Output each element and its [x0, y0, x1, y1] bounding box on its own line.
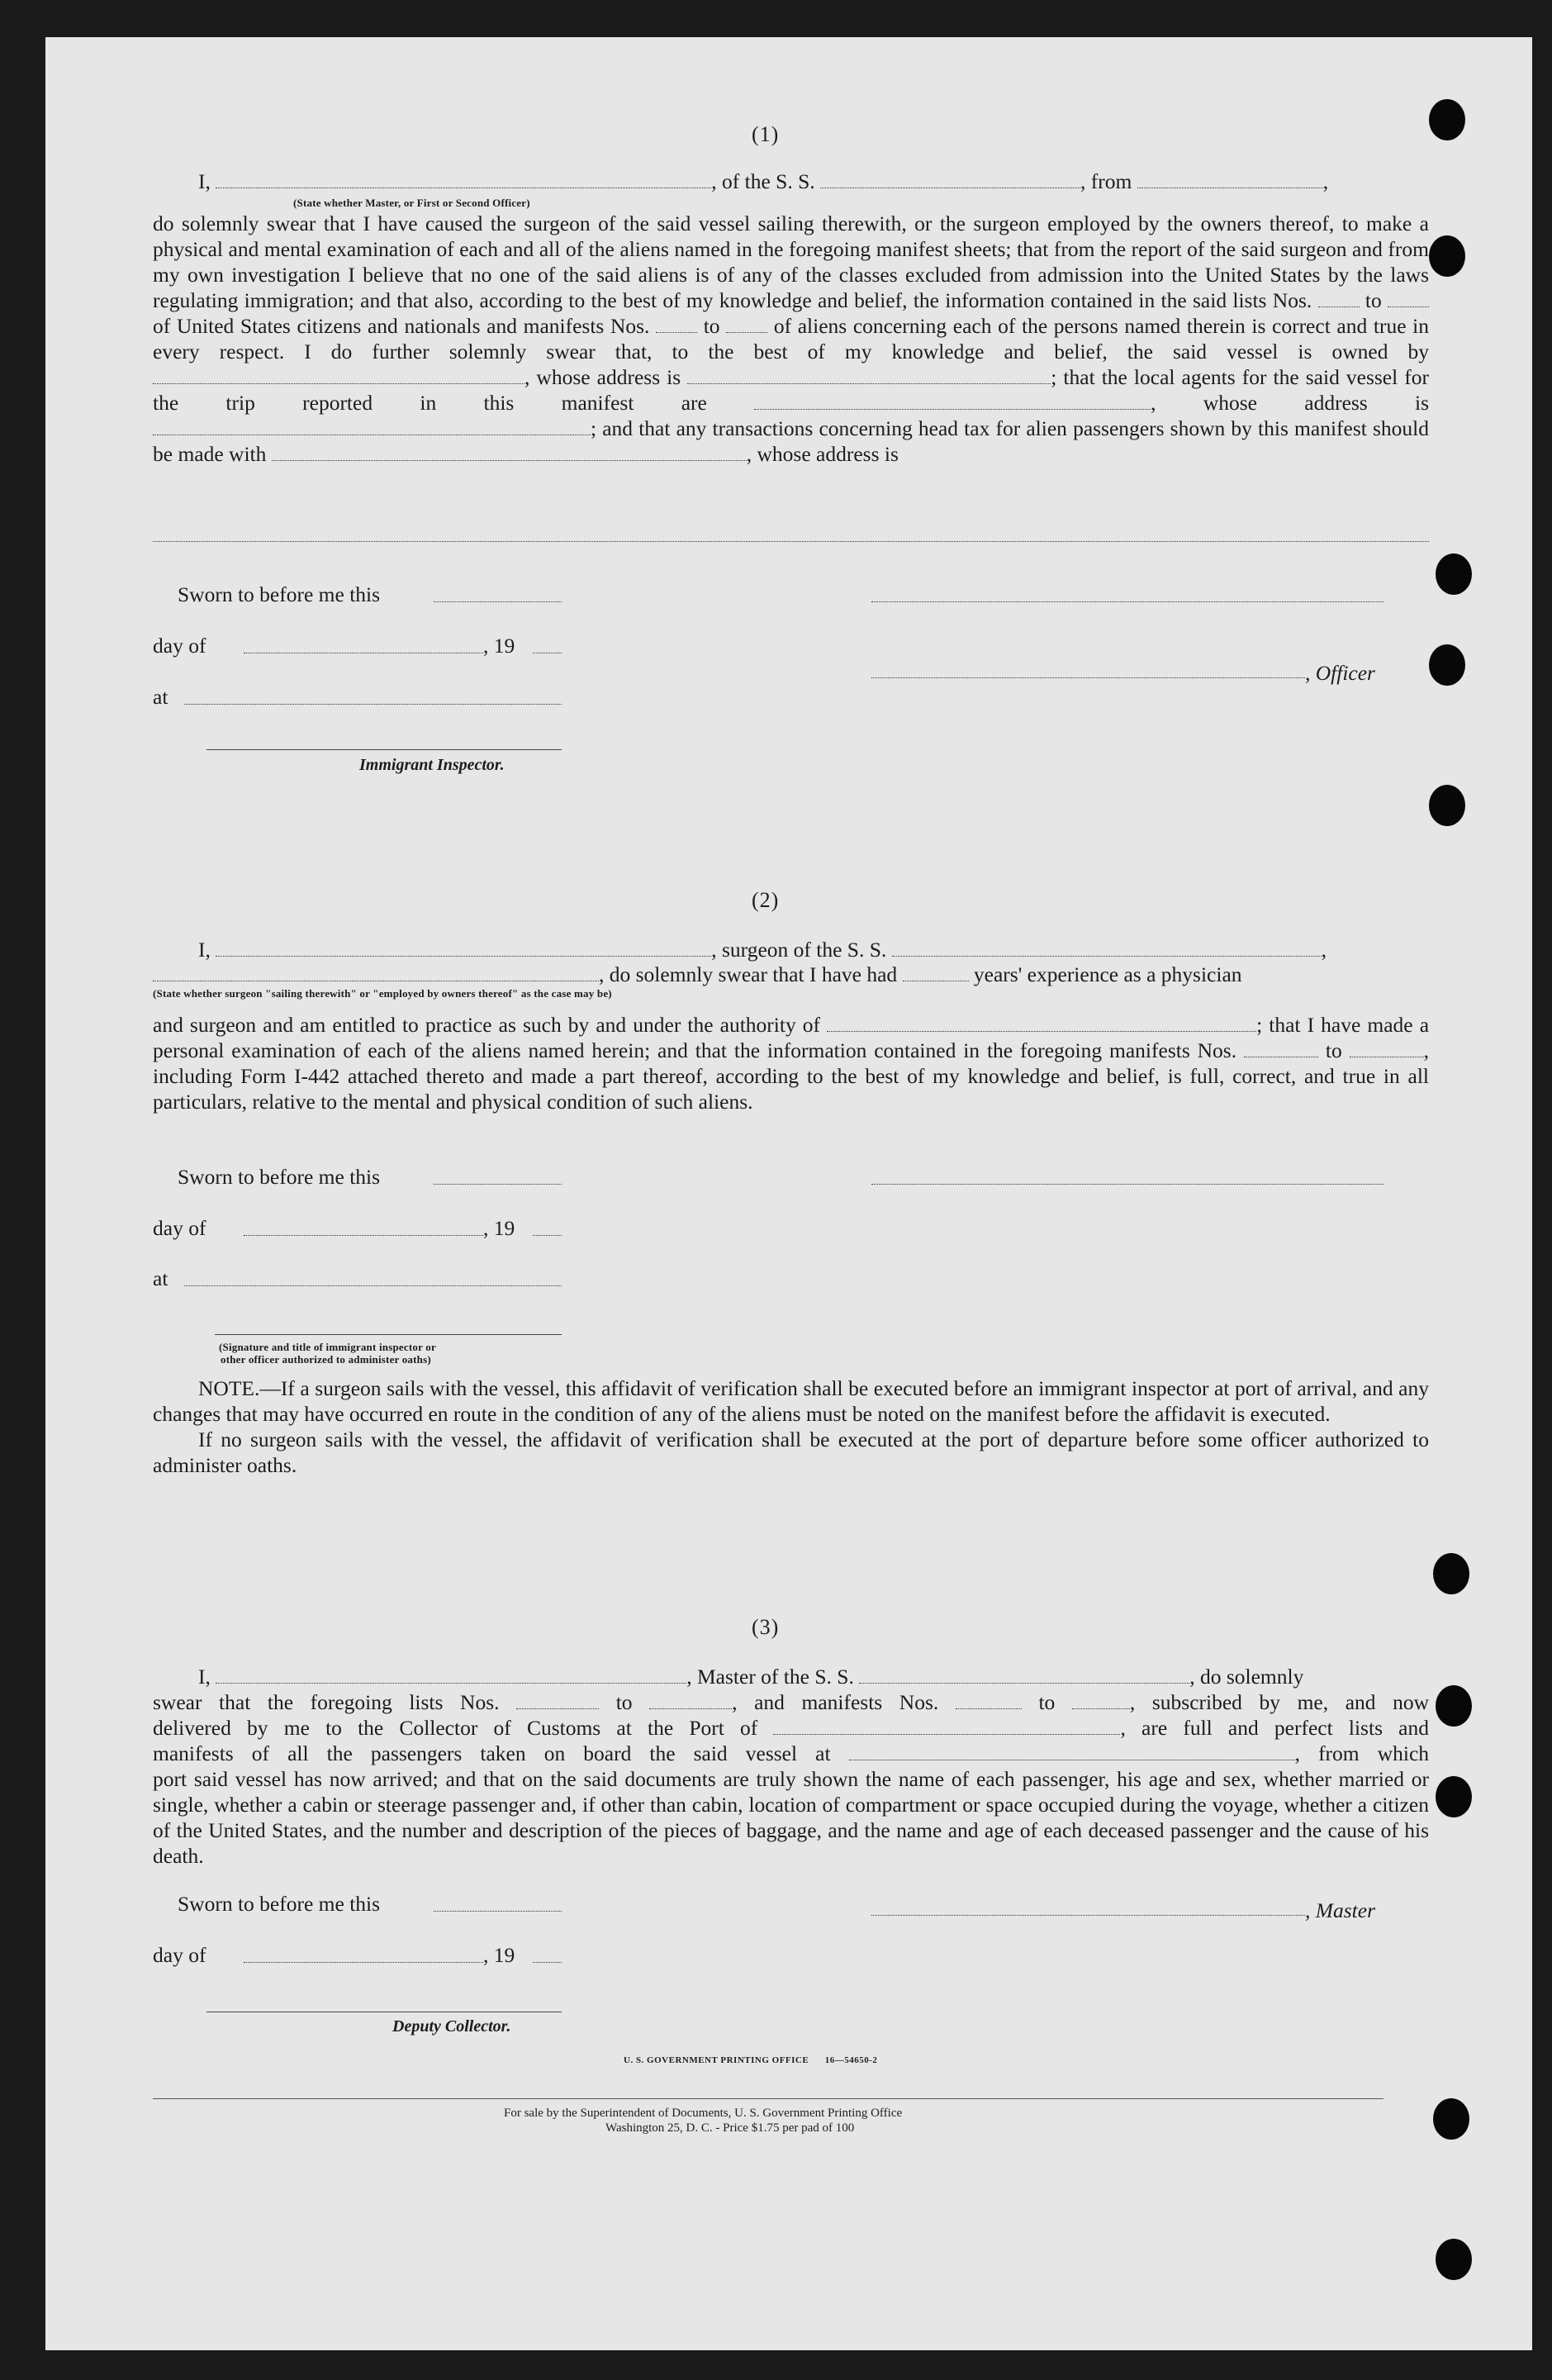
s3-lists-from-field[interactable] — [516, 1705, 599, 1709]
s3-lists-to-field[interactable] — [649, 1705, 732, 1709]
s2-year-field[interactable] — [533, 1235, 562, 1236]
s2-dayof: day of — [153, 1216, 206, 1240]
s1-p2-rest: of aliens concerning each of the persons named therein is correct and true in every respect. I do further solemnly swear that, to the best of my knowledge and belief, the said vessel is owned by — [153, 314, 1429, 363]
s3-name-field[interactable] — [216, 1679, 686, 1684]
s1-manifests-from-field[interactable] — [656, 329, 697, 333]
s3-dayof: day of — [153, 1943, 206, 1967]
sale-line-2: Washington 25, D. C. - Price $1.75 per pad of 100 — [605, 2121, 855, 2135]
section-1-number: (1) — [752, 122, 780, 146]
s2-authority-field[interactable] — [827, 1028, 1256, 1032]
s2-surgeon: , surgeon of the S. S. — [711, 938, 887, 962]
s1-inspector-line[interactable] — [206, 749, 562, 750]
s3-p3-end: , from which — [1294, 1741, 1430, 1765]
s2-sig-line[interactable] — [215, 1334, 562, 1335]
s1-inspector: Immigrant Inspector. — [359, 756, 505, 774]
s1-p1-to: to — [1365, 288, 1382, 312]
s1-sworn: Sworn to before me this — [178, 582, 381, 606]
s3-end: , do solemnly — [1189, 1665, 1304, 1689]
s3-p1-to2: to — [1038, 1690, 1056, 1714]
s1-lists-from-field[interactable] — [1318, 303, 1360, 307]
binder-hole — [1436, 553, 1472, 595]
s2-line2 — [153, 962, 1242, 987]
s1-officer-field[interactable] — [871, 677, 1305, 678]
s3-port-field[interactable] — [773, 1731, 1120, 1735]
s1-p2-whose: , whose address is — [524, 365, 681, 389]
s3-p1-to: to — [615, 1690, 633, 1714]
s3-collector: Deputy Collector. — [392, 2017, 511, 2036]
s1-sworn-field[interactable] — [434, 601, 562, 602]
s1-p1: do solemnly swear that I have caused the surgeon of the said vessel sailing therewith, or the surgeon employed by the owners thereof, to make a physical and mental examination of each and all of the aliens named in the foregoing manifest sheets; that from the report of the said surgeon and from my own investigation I believe that no one of the said aliens is of any of the classes excluded from admission into the United States by the laws regulating immigration; and that also, according to the best of my knowledge and belief, the information contained in the said lists Nos. — [153, 211, 1429, 312]
s1-agents-field[interactable] — [754, 406, 1151, 410]
s2-p2: that I have made a personal examination of each of the aliens named herein; and that the information contained in the foregoing manifests Nos. — [153, 1013, 1430, 1062]
s3-i: I, — [198, 1665, 211, 1689]
s3-p1: swear that the foregoing lists Nos. — [153, 1690, 500, 1714]
binder-hole — [1429, 644, 1465, 686]
s3-p3: manifests of all the passengers taken on board the said vessel at — [153, 1741, 831, 1765]
s2-years-field[interactable] — [903, 977, 969, 981]
s2-p2-rest: , including Form I-442 attached thereto and made a part thereof, according to the best of my knowledge and belief, is full, correct, and true in all particulars, relative to the mental and physical condition of such aliens. — [153, 1038, 1430, 1114]
binder-hole — [1433, 1553, 1469, 1594]
s1-at-field[interactable] — [184, 704, 562, 705]
s3-ship-field[interactable] — [859, 1679, 1189, 1684]
s1-owner-address-field[interactable] — [687, 380, 1051, 384]
s2-at-field[interactable] — [184, 1285, 562, 1286]
s2-p2-to: to — [1325, 1038, 1342, 1062]
binder-hole — [1436, 1685, 1472, 1727]
s3-sworn-field[interactable] — [434, 1911, 562, 1912]
footer-rule — [153, 2098, 1384, 2099]
s2-sworn-field[interactable] — [434, 1184, 562, 1185]
s3-manifests-to-field[interactable] — [1072, 1705, 1130, 1709]
s2-at: at — [153, 1266, 168, 1290]
gpo-imprint: U. S. GOVERNMENT PRINTING OFFICE 16—54650-2 — [624, 2055, 878, 2065]
s3-master: , Master of the S. S. — [686, 1665, 854, 1689]
s2-note-label: NOTE. — [198, 1376, 260, 1400]
binder-hole — [1429, 235, 1465, 277]
binder-hole — [1436, 1776, 1472, 1817]
s2-body: and surgeon and am entitled to practice as such by and under the authority of ; that I have made a personal examination of each of the aliens named herein; and that the information contained in the foregoing manifests Nos. to , including Form I-442 attached thereto and made a part thereof, according to the best of my knowledge and belief, is full, correct, and true in all particulars, relative to the mental and physical condition of such aliens. — [153, 1013, 1430, 1114]
s1-lists-to-field[interactable] — [1388, 303, 1429, 307]
s3-p1-mid: , and manifests Nos. — [732, 1690, 939, 1714]
s1-officer: , Officer — [1305, 661, 1375, 685]
s2-years: years' experience as a physician — [973, 962, 1242, 986]
s1-name-field[interactable] — [216, 184, 711, 188]
s2-surgeon-note: (State whether surgeon "sailing therewith" or "employed by owners thereof" as the case may be) — [153, 987, 612, 1000]
s2-line1: I, , surgeon of the S. S. , — [198, 938, 1327, 962]
s1-ship-field[interactable] — [820, 184, 1080, 188]
s1-ofss: , of the S. S. — [711, 169, 815, 193]
binder-hole — [1429, 785, 1465, 826]
s2-swear: , do solemnly swear that I have had — [599, 962, 898, 986]
s2-name-field[interactable] — [216, 952, 711, 957]
s1-head-tax-field[interactable] — [272, 457, 747, 461]
s3-p1-end: , subscribed by me, and now — [1129, 1690, 1430, 1714]
s3-year: , 19 — [483, 1943, 515, 1967]
s2-manifests-from-field[interactable] — [1244, 1053, 1318, 1057]
s2-manifests-to-field[interactable] — [1350, 1053, 1424, 1057]
s1-year: , 19 — [483, 634, 515, 658]
s1-comma: , — [1322, 169, 1329, 193]
s2-note-text2: If no surgeon sails with the vessel, the affidavit of verification shall be executed at the port of departure before some officer authorized to administer oaths. — [153, 1428, 1429, 1477]
s2-status-field[interactable] — [153, 977, 599, 981]
s1-p4-end: , whose address is — [746, 442, 899, 466]
s3-p2-end: , are full and perfect lists and — [1120, 1716, 1429, 1740]
s1-manifests-to-field[interactable] — [726, 329, 767, 333]
s2-sig-note-1: (Signature and title of immigrant inspector or — [219, 1341, 436, 1353]
s1-from: , from — [1080, 169, 1132, 193]
binder-hole — [1433, 2098, 1469, 2140]
s3-master-label: , Master — [1305, 1898, 1375, 1922]
s1-p4: whose address is — [1203, 391, 1430, 415]
s2-sig-field[interactable] — [871, 1184, 1384, 1185]
s2-i: I, — [198, 938, 211, 962]
s1-agents-address-field[interactable] — [153, 431, 591, 435]
s1-officer-note: (State whether Master, or First or Second Officer) — [293, 197, 530, 209]
s2-note — [153, 1375, 1429, 1478]
section-2-number: (2) — [752, 888, 780, 912]
s1-at: at — [153, 685, 168, 709]
s2-note-text: —If a surgeon sails with the vessel, this affidavit of verification shall be executed before an immigrant inspector at port of arrival, and any changes that may have occurred en route in the condition of any of the aliens must be noted on the manifest before the affidavit is executed. — [153, 1376, 1429, 1426]
s3-boarding-field[interactable] — [849, 1756, 1295, 1760]
s2-year: , 19 — [483, 1216, 515, 1240]
s3-master-field[interactable] — [871, 1915, 1305, 1916]
s3-year-field[interactable] — [533, 1962, 562, 1963]
s3-line1 — [198, 1665, 1303, 1689]
manifest-page — [45, 37, 1532, 2350]
s2-sworn: Sworn to before me this — [178, 1165, 381, 1189]
s3-day-field[interactable] — [244, 1962, 483, 1963]
binder-hole — [1436, 2239, 1472, 2280]
s1-from-field[interactable] — [1137, 184, 1323, 188]
s1-body: do solemnly swear that I have caused the surgeon of the said vessel sailing therewith, or the surgeon employed by the owners thereof, to make a physical and mental examination of each and all of the aliens named in the foregoing manifest sheets; that from the report of the said surgeon and from my own investigation I believe that no one of the said aliens is of any of the classes excluded from admission into the United States by the laws regulating immigration; and that also, according to the best of my knowledge and belief, the information contained in the said lists Nos. to of United States citizens and nationals and manifests Nos. to of aliens concerning each of the persons named therein is correct and true in every respect. I do further solemnly swear that, to the best of my knowledge and belief, the said vessel is owned by , whose address is ; that the local agents for the said vessel for the trip reported in this manifest are , whose address is ; and that any transactions concerning head tax for alien passengers shown by this manifest should be made with , whose address is — [153, 211, 1430, 466]
s1-dayof: day of — [153, 634, 206, 658]
s2-p1: and surgeon and am entitled to practice as such by and under the authority of — [153, 1013, 821, 1037]
s2-day-field[interactable] — [244, 1235, 483, 1236]
s1-p3: that the local agents for the said vessel for the trip reported in this manifest are — [153, 365, 1430, 415]
s1-owner-field[interactable] — [153, 380, 524, 384]
s3-manifests-from-field[interactable] — [956, 1705, 1022, 1709]
s1-i: I, — [198, 169, 211, 193]
s3-body — [153, 1689, 1429, 1869]
s2-ship-field[interactable] — [892, 952, 1322, 957]
s1-address-line[interactable] — [153, 541, 1429, 542]
s1-p2-to: to — [703, 314, 720, 338]
s1-line1 — [198, 169, 1328, 194]
s3-p4: port said vessel has now arrived; and that on the said documents are truly shown the name of each passenger, his age and sex, whether married or single, whether a cabin or steerage passenger and, if other than cabin, location of compartment or space occupied during the voyage, whether a citizen of the United States, and the number and description of the pieces of baggage, and the name and age of each deceased passenger and the cause of his death. — [153, 1767, 1429, 1868]
section-3-number: (3) — [752, 1615, 780, 1639]
s3-p2: delivered by me to the Collector of Customs at the Port of — [153, 1716, 758, 1740]
s2-sig-note-2: other officer authorized to administer oaths) — [221, 1353, 431, 1366]
s1-p4-rest: ; and that any transactions concerning head tax for alien passengers shown by this manifest should be made with — [153, 416, 1429, 466]
sale-line-1: For sale by the Superintendent of Documents, U. S. Government Printing Office — [504, 2107, 903, 2120]
s1-p2: of United States citizens and nationals and manifests Nos. — [153, 314, 650, 338]
binder-hole — [1429, 99, 1465, 140]
s3-sworn: Sworn to before me this — [178, 1892, 381, 1916]
s1-sig-field[interactable] — [871, 601, 1384, 602]
